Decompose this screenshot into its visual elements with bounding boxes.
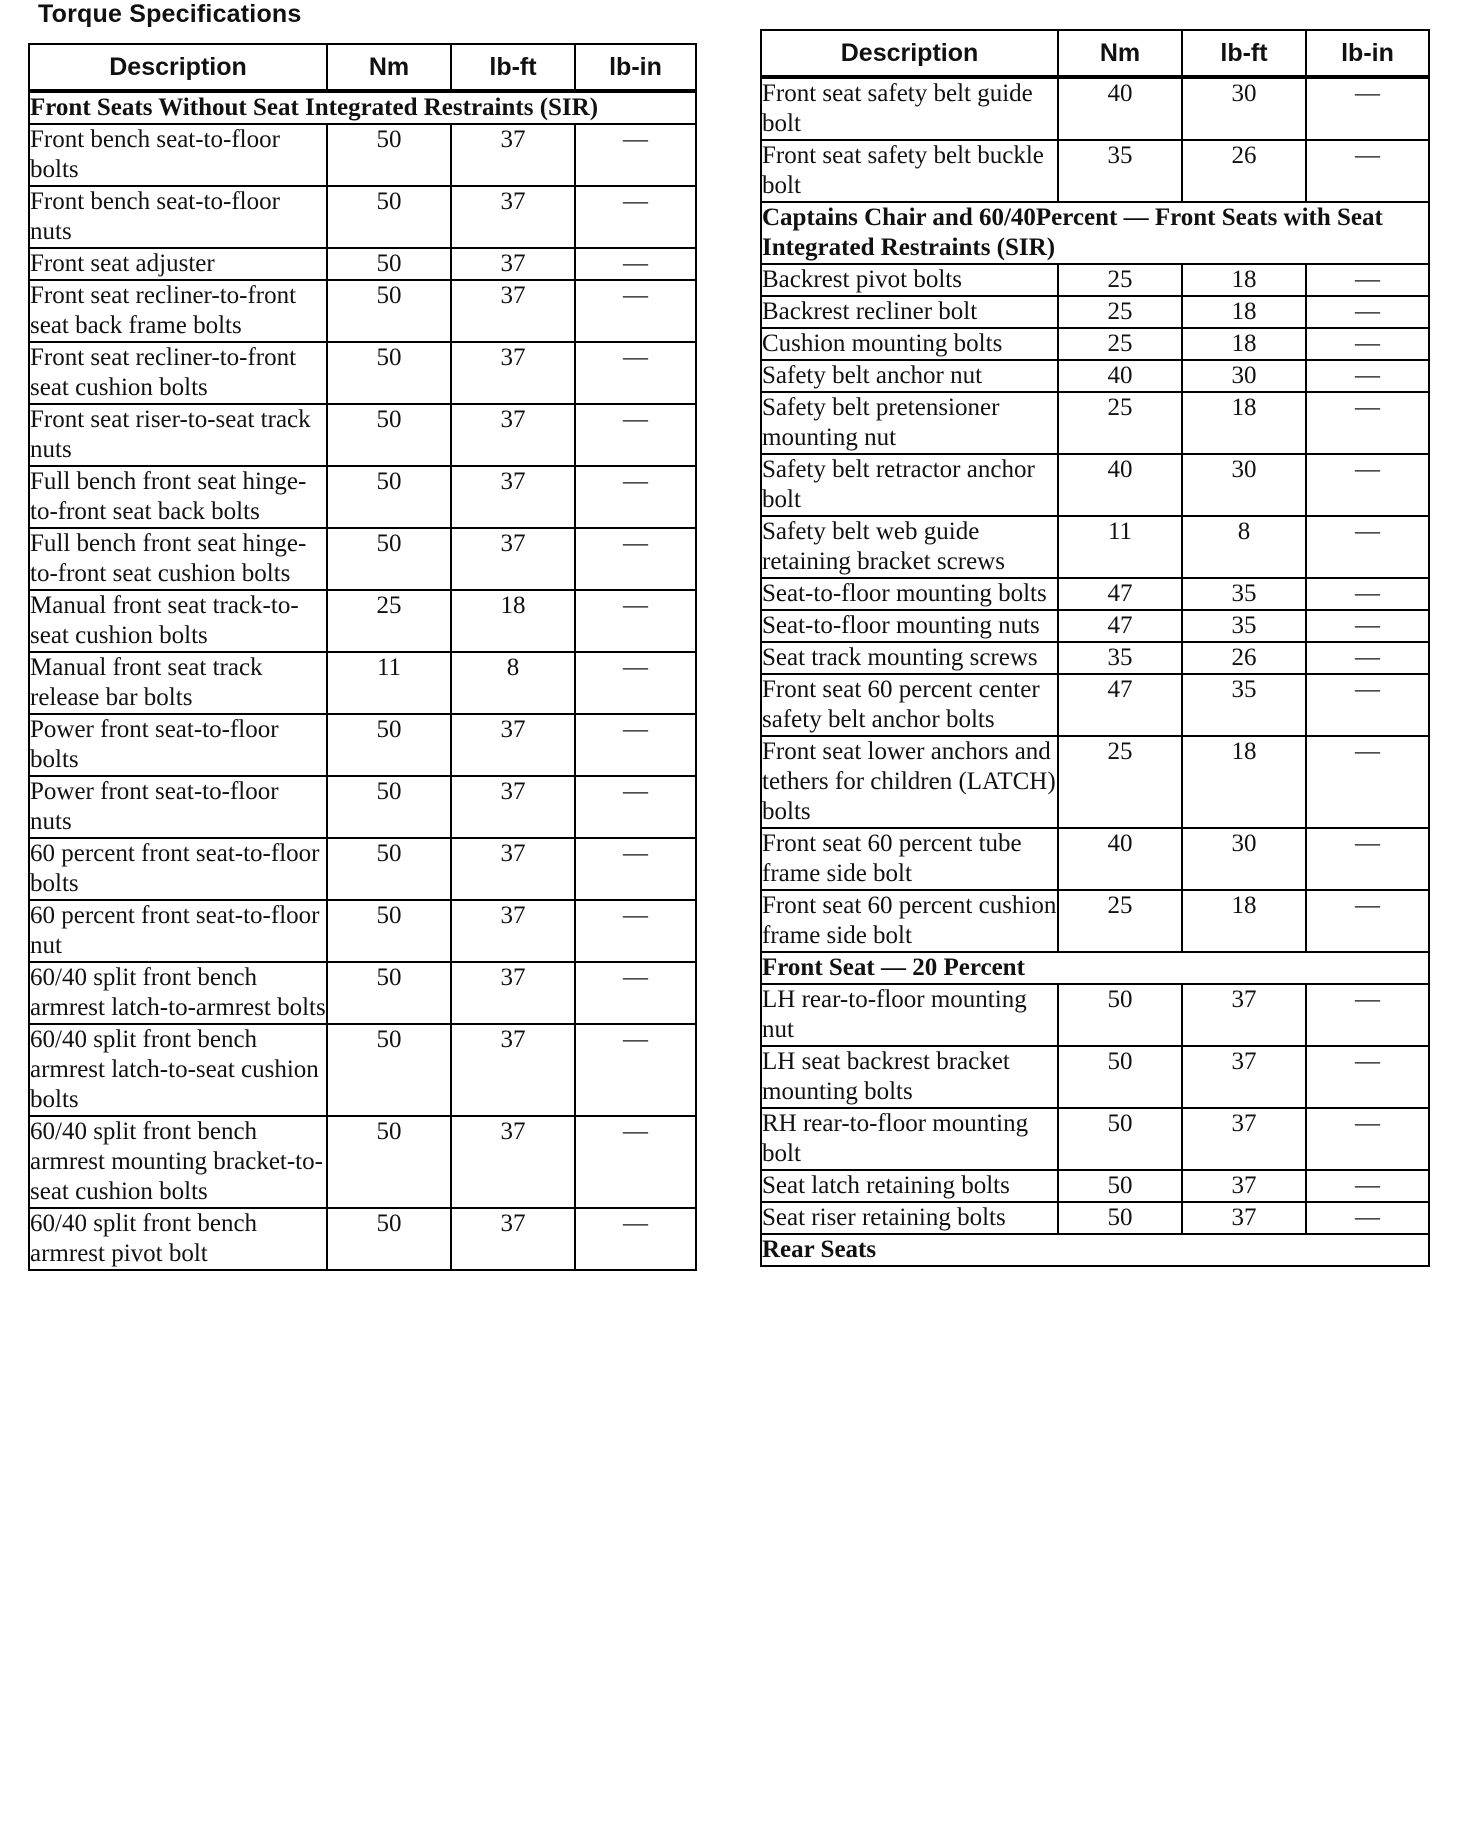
cell-lb-ft: 26 xyxy=(1182,140,1306,202)
cell-nm: 40 xyxy=(1058,77,1182,140)
cell-lb-ft: 26 xyxy=(1182,642,1306,674)
cell-lb-ft: 35 xyxy=(1182,674,1306,736)
cell-lb-in: — xyxy=(1306,140,1429,202)
cell-nm: 50 xyxy=(327,1208,451,1270)
cell-lb-ft: 18 xyxy=(1182,392,1306,454)
cell-lb-ft: 37 xyxy=(1182,1170,1306,1202)
table-row xyxy=(29,1116,696,1208)
cell-lb-in: — xyxy=(1306,1202,1429,1234)
cell-description: Seat track mounting screws xyxy=(761,642,1058,674)
cell-lb-in: — xyxy=(1306,828,1429,890)
cell-nm: 50 xyxy=(327,124,451,186)
cell-lb-in: — xyxy=(1306,984,1429,1046)
cell-description: Seat-to-floor mounting nuts xyxy=(761,610,1058,642)
cell-description: Manual front seat track-to-seat cushion bolts xyxy=(29,590,327,652)
cell-description: Front seat riser-to-seat track nuts xyxy=(29,404,327,466)
cell-lb-in: — xyxy=(1306,642,1429,674)
cell-nm: 25 xyxy=(1058,328,1182,360)
cell-description: Front seat 60 percent center safety belt anchor bolts xyxy=(761,674,1058,736)
cell-lb-ft: 37 xyxy=(451,248,575,280)
column-header-lb-in: lb-in xyxy=(575,44,696,91)
cell-description: Front seat safety belt guide bolt xyxy=(761,77,1058,140)
cell-lb-in: — xyxy=(1306,1170,1429,1202)
section-title: Front Seats Without Seat Integrated Restraints (SIR) xyxy=(29,91,696,124)
cell-description: Safety belt web guide retaining bracket screws xyxy=(761,516,1058,578)
section-title: Front Seat — 20 Percent xyxy=(761,952,1429,984)
column-header-lb-in: lb-in xyxy=(1306,30,1429,77)
cell-lb-ft: 37 xyxy=(1182,1202,1306,1234)
cell-description: Front seat 60 percent cushion frame side bolt xyxy=(761,890,1058,952)
cell-lb-ft: 35 xyxy=(1182,610,1306,642)
cell-nm: 50 xyxy=(327,776,451,838)
cell-nm: 40 xyxy=(1058,828,1182,890)
cell-description: Manual front seat track release bar bolts xyxy=(29,652,327,714)
cell-lb-ft: 37 xyxy=(451,186,575,248)
cell-lb-in: — xyxy=(1306,264,1429,296)
cell-description: Full bench front seat hinge-to-front seat cushion bolts xyxy=(29,528,327,590)
table-row xyxy=(761,828,1429,890)
cell-description: Front seat recliner-to-front seat cushion bolts xyxy=(29,342,327,404)
cell-nm: 25 xyxy=(1058,264,1182,296)
cell-nm: 50 xyxy=(327,528,451,590)
cell-lb-ft: 30 xyxy=(1182,454,1306,516)
cell-description: Power front seat-to-floor nuts xyxy=(29,776,327,838)
cell-description: Backrest recliner bolt xyxy=(761,296,1058,328)
cell-nm: 50 xyxy=(327,1024,451,1116)
cell-lb-ft: 18 xyxy=(1182,736,1306,828)
cell-lb-ft: 37 xyxy=(451,838,575,900)
cell-description: Seat riser retaining bolts xyxy=(761,1202,1058,1234)
cell-nm: 50 xyxy=(1058,1046,1182,1108)
section-header-row xyxy=(761,952,1429,984)
cell-lb-in: — xyxy=(1306,736,1429,828)
cell-lb-ft: 37 xyxy=(451,124,575,186)
cell-nm: 50 xyxy=(327,342,451,404)
cell-lb-ft: 37 xyxy=(451,1024,575,1116)
cell-lb-ft: 37 xyxy=(451,1116,575,1208)
cell-lb-ft: 18 xyxy=(1182,264,1306,296)
table-row xyxy=(761,264,1429,296)
cell-description: RH rear-to-floor mounting bolt xyxy=(761,1108,1058,1170)
cell-nm: 50 xyxy=(327,962,451,1024)
cell-nm: 11 xyxy=(327,652,451,714)
table-row xyxy=(29,466,696,528)
table-row xyxy=(29,1208,696,1270)
cell-lb-ft: 35 xyxy=(1182,578,1306,610)
cell-description: Front seat lower anchors and tethers for children (LATCH) bolts xyxy=(761,736,1058,828)
table-row xyxy=(761,736,1429,828)
section-header-row xyxy=(761,202,1429,264)
cell-lb-in: — xyxy=(1306,296,1429,328)
cell-nm: 25 xyxy=(1058,890,1182,952)
cell-lb-ft: 37 xyxy=(451,404,575,466)
cell-lb-in: — xyxy=(575,590,696,652)
table-row xyxy=(761,360,1429,392)
table-row xyxy=(29,1024,696,1116)
cell-lb-ft: 18 xyxy=(1182,328,1306,360)
cell-lb-ft: 37 xyxy=(1182,1108,1306,1170)
cell-lb-ft: 37 xyxy=(451,962,575,1024)
table-row xyxy=(29,528,696,590)
cell-lb-in: — xyxy=(575,248,696,280)
cell-lb-in: — xyxy=(1306,516,1429,578)
cell-nm: 35 xyxy=(1058,140,1182,202)
cell-description: 60/40 split front bench armrest mounting bracket-to-seat cushion bolts xyxy=(29,1116,327,1208)
table-row xyxy=(761,516,1429,578)
cell-lb-in: — xyxy=(575,714,696,776)
cell-nm: 47 xyxy=(1058,674,1182,736)
cell-lb-ft: 8 xyxy=(1182,516,1306,578)
table-row xyxy=(761,77,1429,140)
cell-nm: 40 xyxy=(1058,360,1182,392)
cell-nm: 25 xyxy=(1058,296,1182,328)
table-row xyxy=(29,280,696,342)
cell-description: Backrest pivot bolts xyxy=(761,264,1058,296)
cell-lb-in: — xyxy=(1306,392,1429,454)
cell-lb-ft: 37 xyxy=(451,528,575,590)
cell-lb-ft: 37 xyxy=(451,776,575,838)
cell-lb-ft: 37 xyxy=(451,280,575,342)
cell-nm: 50 xyxy=(327,466,451,528)
cell-lb-in: — xyxy=(575,1208,696,1270)
cell-lb-in: — xyxy=(575,1116,696,1208)
cell-description: Front bench seat-to-floor nuts xyxy=(29,186,327,248)
cell-description: 60/40 split front bench armrest pivot bolt xyxy=(29,1208,327,1270)
column-header-lb-ft: lb-ft xyxy=(451,44,575,91)
cell-lb-ft: 37 xyxy=(1182,984,1306,1046)
cell-description: LH seat backrest bracket mounting bolts xyxy=(761,1046,1058,1108)
cell-nm: 40 xyxy=(1058,454,1182,516)
table-row xyxy=(29,652,696,714)
cell-lb-in: — xyxy=(575,776,696,838)
cell-lb-in: — xyxy=(1306,77,1429,140)
column-header-description: Description xyxy=(761,30,1058,77)
cell-lb-ft: 37 xyxy=(451,900,575,962)
torque-table-left xyxy=(28,43,697,1271)
cell-lb-in: — xyxy=(575,466,696,528)
cell-nm: 25 xyxy=(327,590,451,652)
table-row xyxy=(761,140,1429,202)
cell-nm: 50 xyxy=(327,838,451,900)
cell-lb-ft: 37 xyxy=(451,714,575,776)
cell-lb-in: — xyxy=(575,280,696,342)
table-header-row xyxy=(29,44,696,91)
table-row xyxy=(761,454,1429,516)
cell-lb-in: — xyxy=(575,838,696,900)
cell-description: 60 percent front seat-to-floor nut xyxy=(29,900,327,962)
table-row xyxy=(761,392,1429,454)
cell-description: 60/40 split front bench armrest latch-to-seat cushion bolts xyxy=(29,1024,327,1116)
cell-nm: 50 xyxy=(327,248,451,280)
column-header-nm: Nm xyxy=(1058,30,1182,77)
cell-description: Front seat 60 percent tube frame side bolt xyxy=(761,828,1058,890)
column-header-nm: Nm xyxy=(327,44,451,91)
cell-description: Cushion mounting bolts xyxy=(761,328,1058,360)
table-row xyxy=(29,838,696,900)
cell-description: Full bench front seat hinge-to-front seat back bolts xyxy=(29,466,327,528)
cell-nm: 50 xyxy=(1058,1170,1182,1202)
cell-nm: 11 xyxy=(1058,516,1182,578)
page-title: Torque Specifications xyxy=(38,0,302,28)
cell-nm: 50 xyxy=(327,1116,451,1208)
cell-description: Front bench seat-to-floor bolts xyxy=(29,124,327,186)
table-row xyxy=(761,1046,1429,1108)
cell-nm: 50 xyxy=(327,900,451,962)
cell-lb-in: — xyxy=(575,528,696,590)
cell-lb-in: — xyxy=(1306,328,1429,360)
column-header-description: Description xyxy=(29,44,327,91)
section-title: Captains Chair and 60/40Percent — Front Seats with Seat Integrated Restraints (SIR) xyxy=(761,202,1429,264)
cell-nm: 50 xyxy=(327,404,451,466)
cell-lb-ft: 18 xyxy=(1182,890,1306,952)
cell-lb-ft: 37 xyxy=(1182,1046,1306,1108)
table-row xyxy=(29,714,696,776)
table-row xyxy=(761,1202,1429,1234)
section-header-row xyxy=(29,91,696,124)
cell-lb-ft: 18 xyxy=(451,590,575,652)
table-row xyxy=(29,900,696,962)
table-row xyxy=(29,590,696,652)
cell-lb-ft: 30 xyxy=(1182,360,1306,392)
table-row xyxy=(29,404,696,466)
cell-lb-in: — xyxy=(575,186,696,248)
cell-nm: 35 xyxy=(1058,642,1182,674)
cell-lb-in: — xyxy=(1306,578,1429,610)
table-row xyxy=(761,610,1429,642)
table-row xyxy=(761,642,1429,674)
table-row xyxy=(761,890,1429,952)
cell-description: Seat latch retaining bolts xyxy=(761,1170,1058,1202)
cell-nm: 50 xyxy=(1058,1202,1182,1234)
cell-description: LH rear-to-floor mounting nut xyxy=(761,984,1058,1046)
column-header-lb-ft: lb-ft xyxy=(1182,30,1306,77)
section-title: Rear Seats xyxy=(761,1234,1429,1266)
table-row xyxy=(761,578,1429,610)
table-row xyxy=(761,984,1429,1046)
cell-nm: 50 xyxy=(1058,984,1182,1046)
table-row xyxy=(29,124,696,186)
cell-lb-in: — xyxy=(1306,454,1429,516)
table-row xyxy=(29,776,696,838)
section-header-row xyxy=(761,1234,1429,1266)
cell-lb-in: — xyxy=(1306,1046,1429,1108)
table-row xyxy=(761,1108,1429,1170)
cell-nm: 50 xyxy=(327,186,451,248)
cell-lb-ft: 8 xyxy=(451,652,575,714)
cell-nm: 50 xyxy=(327,280,451,342)
cell-description: Seat-to-floor mounting bolts xyxy=(761,578,1058,610)
torque-table-right xyxy=(760,29,1430,1267)
cell-description: Front seat safety belt buckle bolt xyxy=(761,140,1058,202)
cell-description: Power front seat-to-floor bolts xyxy=(29,714,327,776)
cell-lb-in: — xyxy=(575,1024,696,1116)
cell-description: Front seat recliner-to-front seat back frame bolts xyxy=(29,280,327,342)
cell-nm: 47 xyxy=(1058,578,1182,610)
table-row xyxy=(29,186,696,248)
cell-nm: 50 xyxy=(1058,1108,1182,1170)
cell-lb-ft: 30 xyxy=(1182,77,1306,140)
cell-description: 60 percent front seat-to-floor bolts xyxy=(29,838,327,900)
table-row xyxy=(761,674,1429,736)
cell-lb-ft: 30 xyxy=(1182,828,1306,890)
cell-lb-in: — xyxy=(1306,674,1429,736)
cell-lb-in: — xyxy=(575,652,696,714)
table-row xyxy=(761,1170,1429,1202)
cell-description: Safety belt pretensioner mounting nut xyxy=(761,392,1058,454)
cell-nm: 25 xyxy=(1058,736,1182,828)
cell-lb-in: — xyxy=(575,124,696,186)
cell-lb-ft: 37 xyxy=(451,1208,575,1270)
cell-lb-in: — xyxy=(575,900,696,962)
cell-description: 60/40 split front bench armrest latch-to-armrest bolts xyxy=(29,962,327,1024)
cell-nm: 25 xyxy=(1058,392,1182,454)
table-row xyxy=(761,328,1429,360)
cell-description: Front seat adjuster xyxy=(29,248,327,280)
cell-nm: 50 xyxy=(327,714,451,776)
cell-lb-in: — xyxy=(1306,610,1429,642)
cell-lb-ft: 37 xyxy=(451,342,575,404)
cell-lb-in: — xyxy=(575,962,696,1024)
table-row xyxy=(761,296,1429,328)
table-header-row xyxy=(761,30,1429,77)
table-row xyxy=(29,962,696,1024)
cell-nm: 47 xyxy=(1058,610,1182,642)
table-row xyxy=(29,342,696,404)
cell-lb-in: — xyxy=(1306,890,1429,952)
cell-lb-in: — xyxy=(575,404,696,466)
cell-lb-in: — xyxy=(1306,360,1429,392)
cell-description: Safety belt anchor nut xyxy=(761,360,1058,392)
table-row xyxy=(29,248,696,280)
cell-lb-ft: 18 xyxy=(1182,296,1306,328)
cell-lb-in: — xyxy=(1306,1108,1429,1170)
cell-description: Safety belt retractor anchor bolt xyxy=(761,454,1058,516)
cell-lb-in: — xyxy=(575,342,696,404)
cell-lb-ft: 37 xyxy=(451,466,575,528)
